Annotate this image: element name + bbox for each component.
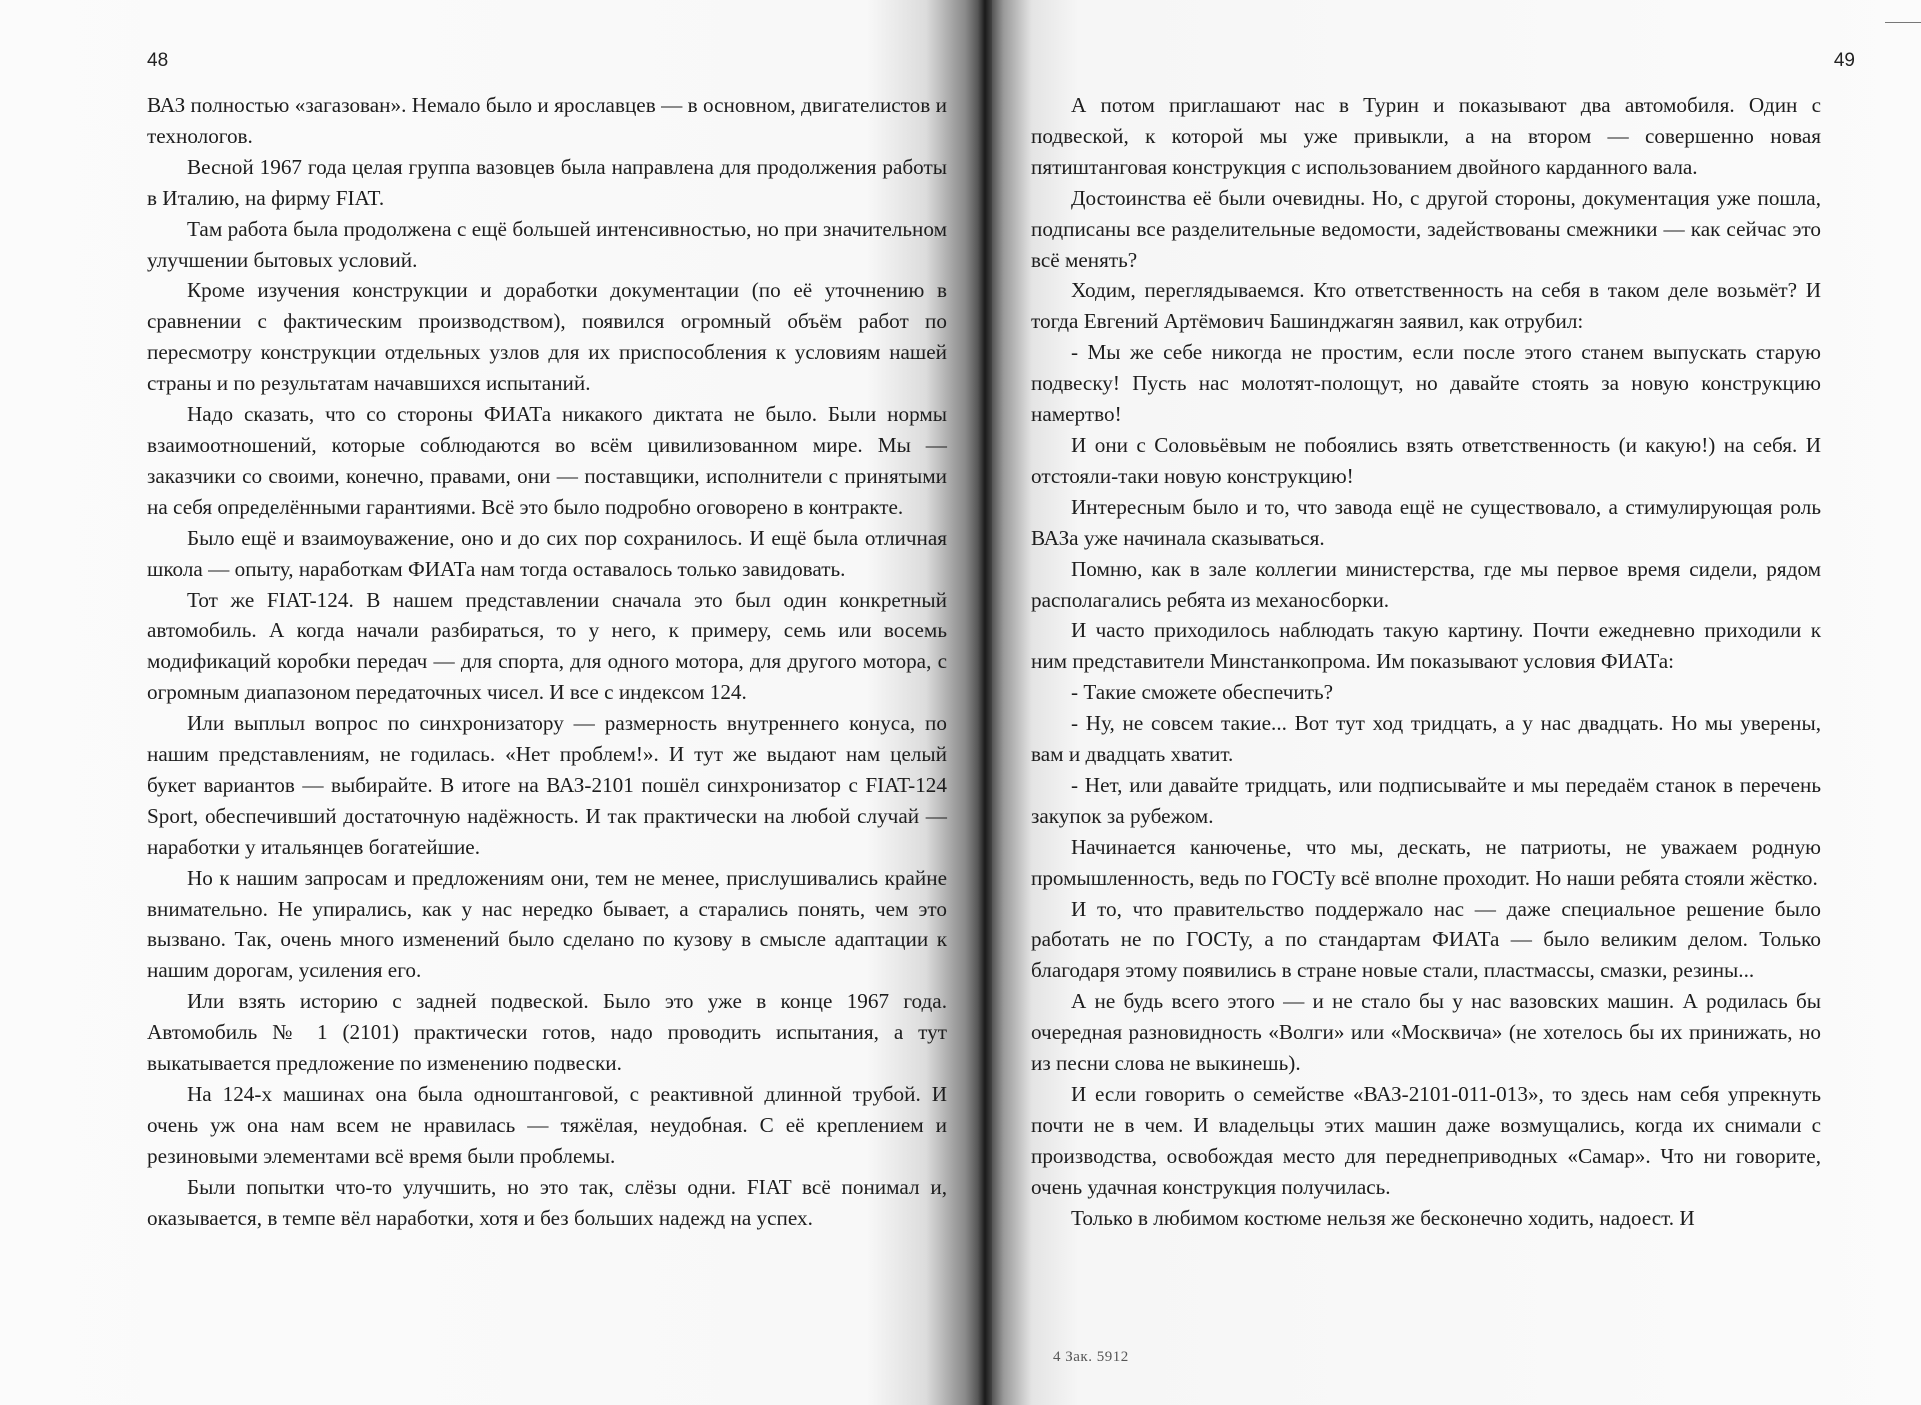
page-number-right: 49	[1833, 50, 1855, 71]
paragraph: На 124-х машинах она была одноштанговой, с реактивной длинной трубой. И очень уж она нам всем не нравилась — тяжёлая, неудобная. С её креплением и резиновыми элементами всё время были проблемы.	[147, 1082, 947, 1168]
paragraph: Весной 1967 года целая группа вазовцев была направлена для продолжения работы в Италию, на фирму FIAT.	[147, 154, 947, 210]
paragraph: Достоинства её были очевидны. Но, с другой стороны, документация уже пошла, подписаны все разделительные ведомости, задействованы смежники — как сейчас это всё менять?	[1031, 185, 1821, 272]
left-page-text	[147, 90, 947, 1234]
corner-mark-right	[1885, 22, 1921, 23]
paragraph: А не будь всего этого — и не стало бы у нас вазовских машин. А родилась бы очередная разновидность «Волги» или «Москвича» (не хотелось бы их принижать, но из песни слова не выкинешь).	[1031, 989, 1821, 1076]
paragraph: А потом приглашают нас в Турин и показывают два автомобиля. Один с подвеской, к которой мы уже привыкли, а на втором — совершенно новая пятиштанговая конструкция с использованием двойного карданного вала.	[1031, 93, 1821, 179]
paragraph: Кроме изучения конструкции и доработки документации (по её уточнению в сравнении с фактическим производством), появился огромный объём работ по пересмотру конструкции отдельных узлов для их приспособления к условиям нашей страны и по результатам начавшихся испытаний.	[147, 278, 947, 396]
paragraph: И часто приходилось наблюдать такую картину. Почти ежедневно приходили к ним представители Минстанкопрома. Им показывают условия ФИАТа:	[1031, 618, 1821, 674]
paragraph: - Такие сможете обеспечить?	[1071, 680, 1334, 705]
paragraph: Или взять историю с задней подвеской. Было это уже в конце 1967 года. Автомобиль № 1 (2101) практически готов, надо проводить испытания, а тут выкатывается предложение по изменению подвески.	[147, 989, 947, 1076]
paragraph: Ходим, переглядываемся. Кто ответственность на себя в таком деле возьмёт? И тогда Евгений Артёмович Башинджагян заявил, как отрубил:	[1031, 278, 1821, 334]
right-page-text	[1031, 90, 1821, 1234]
paragraph: Тот же FIAT-124. В нашем представлении сначала это был один конкретный автомобиль. А когда начали разбираться, то у него, к примеру, семь или восемь модификаций коробки передач — для спорта, для одного мотора, для другого мотора, с огромным диапазоном передаточных чисел. И все с индексом 124.	[147, 587, 947, 705]
paragraph: Только в любимом костюме нельзя же бесконечно ходить, надоест. И	[1071, 1205, 1695, 1230]
book-gutter	[978, 0, 992, 1405]
paragraph: Там работа была продолжена с ещё большей интенсивностью, но при значительном улучшении бытовых условий.	[147, 216, 947, 272]
paragraph: ВАЗ полностью «загазован». Немало было и ярославцев — в основном, двигателистов и технологов.	[147, 93, 947, 148]
right-page	[985, 0, 1921, 1405]
paragraph: - Мы же себе никогда не простим, если после этого станем выпускать старую подвеску! Пусть нас молотят-полощут, но давайте стоять за новую конструкцию намертво!	[1031, 340, 1821, 427]
paragraph: И то, что правительство поддержало нас — даже специальное решение было работать не по ГОСТу, а по стандартам ФИАТа — было великим делом. Только благодаря этому появились в стране новые стали, пластмассы, смазки, резины...	[1031, 896, 1821, 983]
paragraph: Или выплыл вопрос по синхронизатору — размерность внутреннего конуса, по нашим представлениям, не годилась. «Нет проблем!». И тут же выдают нам целый букет вариантов — выбирайте. В итоге на ВАЗ-2101 пошёл синхронизатор с FIAT-124 Sport, обеспечивший достаточную надёжность. И так практически на любой случай — наработки у итальянцев богатейшие.	[147, 711, 947, 859]
page-number-left: 48	[147, 50, 169, 71]
paragraph: И если говорить о семействе «ВАЗ-2101-011-013», то здесь нам себя упрекнуть почти не в чем. И владельцы этих машин даже возмущались, когда их снимали с производства, освобождая место для переднеприводных «Самар». Что ни говорите, очень удачная конструкция получилась.	[1031, 1082, 1821, 1199]
paragraph: И они с Соловьёвым не побоялись взять ответственность (и какую!) на себя. И отстояли-таки новую конструкцию!	[1031, 432, 1821, 488]
paragraph: - Нет, или давайте тридцать, или подписывайте и мы передаём станок в перечень закупок за рубежом.	[1031, 772, 1821, 828]
paragraph: Начинается канюченье, что мы, дескать, не патриоты, не уважаем родную промышленность, ведь по ГОСТу всё вполне проходит. Но наши ребята стояли жёстко.	[1031, 834, 1821, 890]
paragraph: Помню, как в зале коллегии министерства, где мы первое время сидели, рядом располагались ребята из механосборки.	[1031, 556, 1821, 612]
paragraph: Но к нашим запросам и предложениям они, тем не менее, прислушивались крайне внимательно. Не упирались, как у нас нередко бывает, а старались понять, чем это вызвано. Так, очень много изменений было сделано по кузову в смысле адаптации к нашим дорогам, усиления его.	[147, 865, 947, 983]
paragraph: Было ещё и взаимоуважение, оно и до сих пор сохранилось. И ещё была отличная школа — опыту, наработкам ФИАТа нам тогда оставалось только завидовать.	[147, 525, 947, 581]
paragraph: Интересным было и то, что завода ещё не существовало, а стимулирующая роль ВАЗа уже начинала сказываться.	[1031, 494, 1821, 550]
paragraph: Были попытки что-то улучшить, но это так, слёзы одни. FIAT всё понимал и, оказывается, в темпе вёл наработки, хотя и без больших надежд на успех.	[147, 1174, 947, 1230]
paragraph: Надо сказать, что со стороны ФИАТа никакого диктата не было. Были нормы взаимоотношений, которые соблюдаются во всём цивилизованном мире. Мы — заказчики со своими, конечно, правами, они — поставщики, исполнители с принятыми на себя определёнными гарантиями. Всё это было подробно оговорено в контракте.	[147, 402, 947, 519]
printer-signature: 4 Зак. 5912	[1053, 1349, 1129, 1365]
paragraph: - Ну, не совсем такие... Вот тут ход тридцать, а у нас двадцать. Но мы уверены, вам и двадцать хватит.	[1031, 711, 1821, 767]
